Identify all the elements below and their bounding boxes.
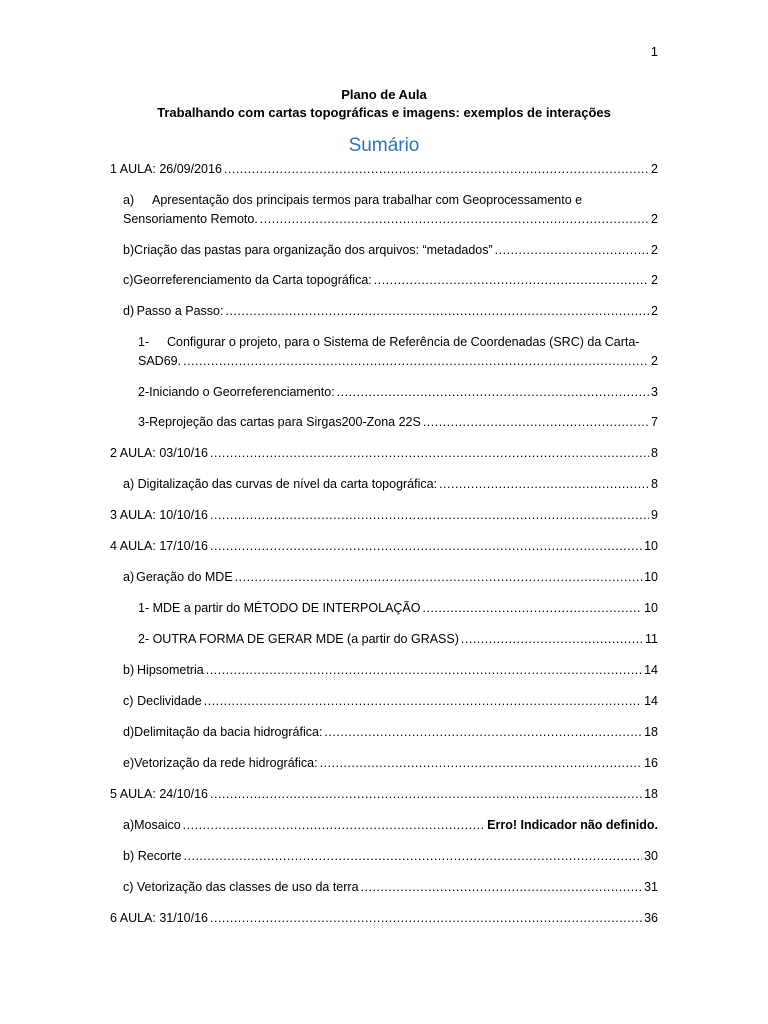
- dot-leader: [183, 354, 649, 368]
- toc-entry-line-1: [138, 335, 639, 349]
- toc-entry-page: 10: [644, 601, 658, 615]
- toc-entry-label: SAD69.: [138, 354, 182, 368]
- dot-leader: [374, 273, 649, 287]
- toc-entry-page: 31: [644, 880, 658, 894]
- toc-entry-number: 2-: [138, 385, 150, 399]
- toc-entry-page: 16: [644, 756, 658, 770]
- toc-entry-page: 7: [651, 415, 658, 429]
- toc-entry-mosaico[interactable]: [0, 818, 768, 836]
- toc-entry-label: c) Vetorização das classes de uso da terra: [123, 880, 359, 894]
- toc-entry-label-line-1: Apresentação dos principais termos para trabalhar com Geoprocessamento e: [152, 193, 583, 207]
- dot-leader: [184, 849, 643, 863]
- toc-entry-number: a): [123, 818, 135, 832]
- toc-entry-label: Passo a Passo:: [136, 304, 224, 318]
- toc-entry-label: 6 AULA: 31/10/16: [110, 911, 208, 925]
- toc-entry-page: 2: [651, 212, 658, 226]
- dot-leader: [206, 663, 642, 677]
- toc-entry-label: Recorte: [137, 849, 182, 863]
- toc-entry-digitalizacao-curvas[interactable]: [0, 477, 768, 495]
- toc-entry-vetorizacao-uso-terra[interactable]: [0, 880, 768, 898]
- toc-entry-page: 10: [644, 539, 658, 553]
- toc-entry-mde-grass[interactable]: [0, 632, 768, 650]
- toc-entry-label: Sensoriamento Remoto.: [123, 212, 258, 226]
- toc-entry-label: 1- MDE a partir do MÉTODO DE INTERPOLAÇÃO: [138, 601, 421, 615]
- toc-entry-geracao-mde[interactable]: [0, 570, 768, 588]
- page-number: 1: [650, 44, 658, 59]
- toc-entry-label: Mosaico: [134, 818, 181, 832]
- toc-entry-apresentacao[interactable]: [0, 212, 768, 230]
- dot-leader: [423, 415, 649, 429]
- toc-entry-page: 2: [651, 304, 658, 318]
- dot-leader: [337, 385, 649, 399]
- plan-subtitle: Trabalhando com cartas topográficas e imagens: exemplos de interações: [157, 105, 611, 120]
- toc-entry-label: 4 AULA: 17/10/16: [110, 539, 208, 553]
- toc-entry-number: d): [123, 304, 135, 318]
- toc-entry-page: 9: [651, 508, 658, 522]
- dot-leader: [361, 880, 643, 894]
- toc-entry-aula-1[interactable]: [0, 162, 768, 180]
- dot-leader: [210, 446, 649, 460]
- dot-leader: [210, 787, 642, 801]
- toc-entry-page: 2: [651, 354, 658, 368]
- toc-entry-number: a): [123, 193, 135, 207]
- toc-entry-recorte[interactable]: [0, 849, 768, 867]
- toc-entry-page: 10: [644, 570, 658, 584]
- toc-entry-page: 14: [644, 694, 658, 708]
- toc-entry-aula-5[interactable]: [0, 787, 768, 805]
- toc-entry-number: e): [123, 756, 135, 770]
- dot-leader: [210, 539, 642, 553]
- toc-entry-criacao-pastas[interactable]: [0, 243, 768, 261]
- toc-entry-page: 18: [644, 725, 658, 739]
- toc-entry-page: 18: [644, 787, 658, 801]
- dot-leader: [225, 304, 649, 318]
- toc-entry-page: 14: [644, 663, 658, 677]
- dot-leader: [224, 162, 649, 176]
- toc-entry-label: 5 AULA: 24/10/16: [110, 787, 208, 801]
- toc-entry-reprojecao[interactable]: [0, 415, 768, 433]
- toc-entry-aula-6[interactable]: [0, 911, 768, 929]
- toc-entry-number: 1-: [138, 335, 150, 349]
- toc-entry-aula-3[interactable]: [0, 508, 768, 526]
- toc-entry-georreferenciamento[interactable]: [0, 273, 768, 291]
- toc-entry-label: Geração do MDE: [136, 570, 233, 584]
- toc-entry-declividade[interactable]: [0, 694, 768, 712]
- toc-heading: Sumário: [348, 135, 420, 156]
- toc-entry-number: 3-: [138, 415, 150, 429]
- toc-entry-page: 8: [651, 446, 658, 460]
- toc-entry-label: 1 AULA: 26/09/2016: [110, 162, 222, 176]
- toc-entry-page: 11: [645, 632, 658, 646]
- dot-leader: [183, 818, 485, 832]
- toc-entry-label: 2 AULA: 03/10/16: [110, 446, 208, 460]
- toc-entry-delimitacao-bacia[interactable]: [0, 725, 768, 743]
- toc-entry-number: a): [123, 570, 135, 584]
- toc-entry-label-line-1: Configurar o projeto, para o Sistema de Referência de Coordenadas (SRC) da Carta-: [167, 335, 640, 349]
- toc-entry-line-1: [123, 193, 582, 207]
- toc-entry-vetorizacao-rede[interactable]: [0, 756, 768, 774]
- toc-entry-page: 2: [651, 273, 658, 287]
- toc-entry-label: Reprojeção das cartas para Sirgas200-Zona 22S: [149, 415, 421, 429]
- dot-leader: [210, 508, 649, 522]
- toc-entry-passo-a-passo[interactable]: [0, 304, 768, 322]
- dot-leader: [324, 725, 642, 739]
- toc-entry-configurar-projeto[interactable]: [0, 354, 768, 372]
- dot-leader: [204, 694, 642, 708]
- toc-entry-label: Declividade: [137, 694, 202, 708]
- toc-entry-aula-4[interactable]: [0, 539, 768, 557]
- toc-entry-label: Criação das pastas para organização dos arquivos: “metadados”: [134, 243, 493, 257]
- plan-title: Plano de Aula: [341, 87, 427, 102]
- toc-entry-page: 36: [644, 911, 658, 925]
- dot-leader: [260, 212, 649, 226]
- toc-entry-label: Hipsometria: [137, 663, 204, 677]
- toc-entry-label: Georreferenciamento da Carta topográfica:: [133, 273, 372, 287]
- toc-entry-page: 2: [651, 243, 658, 257]
- toc-entry-hipsometria[interactable]: [0, 663, 768, 681]
- toc-entry-iniciando-georreferenciamento[interactable]: [0, 385, 768, 403]
- dot-leader: [235, 570, 642, 584]
- toc-entry-page: 2: [651, 162, 658, 176]
- toc-entry-page: 8: [651, 477, 658, 491]
- toc-entry-number: c): [123, 694, 134, 708]
- toc-entry-error-indicator: Erro! Indicador não definido.: [487, 818, 658, 832]
- toc-entry-number: b): [123, 243, 135, 257]
- toc-entry-label: 3 AULA: 10/10/16: [110, 508, 208, 522]
- toc-entry-number: b): [123, 663, 135, 677]
- toc-entry-label: a) Digitalização das curvas de nível da carta topográfica:: [123, 477, 438, 491]
- dot-leader: [320, 756, 643, 770]
- dot-leader: [210, 911, 642, 925]
- toc-entry-page: 3: [651, 385, 658, 399]
- toc-entry-number: d): [123, 725, 135, 739]
- dot-leader: [461, 632, 643, 646]
- dot-leader: [422, 601, 642, 615]
- toc-entry-label: Vetorização da rede hidrográfica:: [134, 756, 318, 770]
- toc-entry-page: 30: [644, 849, 658, 863]
- toc-entry-label: Iniciando o Georreferenciamento:: [149, 385, 335, 399]
- toc-entry-number: b): [123, 849, 135, 863]
- toc-entry-label: Delimitação da bacia hidrográfica:: [134, 725, 323, 739]
- dot-leader: [439, 477, 649, 491]
- toc-entry-label: 2- OUTRA FORMA DE GERAR MDE (a partir do GRASS): [138, 632, 459, 646]
- dot-leader: [495, 243, 649, 257]
- toc-entry-aula-2[interactable]: [0, 446, 768, 464]
- toc-entry-mde-interpolacao[interactable]: [0, 601, 768, 619]
- toc-entry-number: c): [123, 273, 134, 287]
